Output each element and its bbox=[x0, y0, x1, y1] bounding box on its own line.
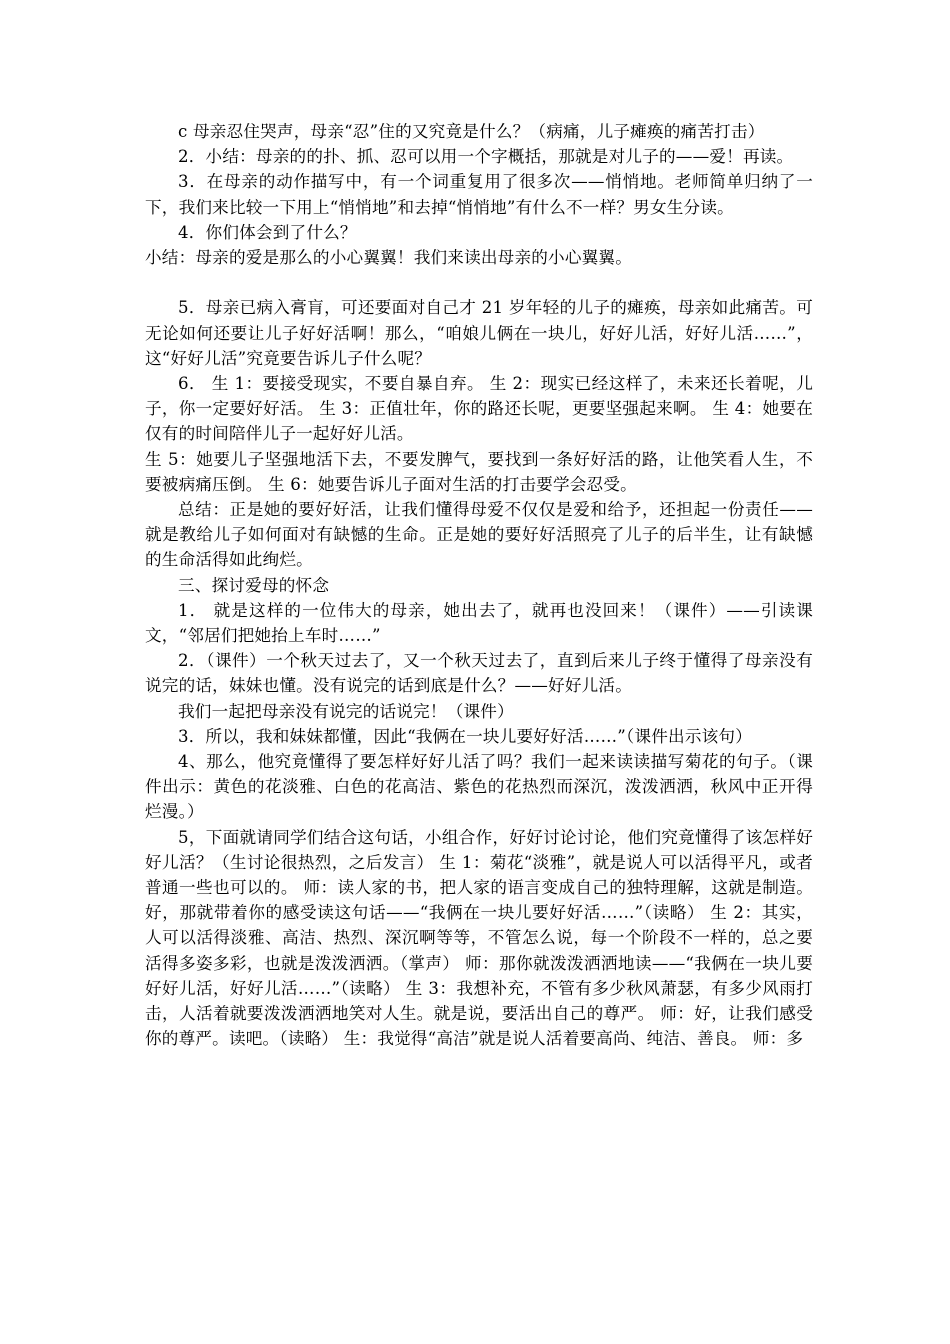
paragraph-student-answers-1: 6． 生 1：要接受现实，不要自暴自弃。 生 2：现实已经这样了，未来还长着呢，儿子，你一定要好好活。 生 3：正值壮年，你的路还长呢，更要坚强起来啊。 生 4：她要在仅有的时间陪伴儿子一起好好儿活。 bbox=[145, 374, 813, 444]
paragraph-finish-words: 我们一起把母亲没有说完的话说完！（课件） bbox=[178, 701, 514, 721]
paragraph-summary-love: 2．小结：母亲的的扑、抓、忍可以用一个字概括，那就是对儿子的——爱！再读。 bbox=[178, 147, 794, 167]
paragraph-we-understand: 3．所以，我和妹妹都懂，因此“我俩在一块儿要好好活……”（课件出示该句） bbox=[178, 726, 753, 746]
paragraph-quietly: 3．在母亲的动作描写中，有一个词重复用了很多次——悄悄地。老师简单归纳了一下，我们来比较一下用上“悄悄地”和去掉“悄悄地”有什么不一样？男女生分读。 bbox=[145, 172, 813, 217]
paragraph-great-mother: 1． 就是这样的一位伟大的母亲，她出去了，就再也没回来！（课件）——引读课文，“邻居们把她抬上车时……” bbox=[145, 600, 813, 646]
paragraph-live-well: 5．母亲已病入膏肓，可还要面对自己才 21 岁年轻的儿子的瘫痪，母亲如此痛苦。可无论如何还要让儿子好好活啊！那么，“咱娘儿俩在一块儿，好好儿活，好好儿活……”，这“好好儿活”究竟要告诉儿子什么呢？ bbox=[145, 298, 813, 368]
blank-line bbox=[145, 270, 813, 295]
paragraph-student-answers-2: 生 5：她要儿子坚强地活下去，不要发脾气，要找到一条好好活的路，让他笑看人生，不要被病痛压倒。 生 6：她要告诉儿子面对生活的打击要学会忍受。 bbox=[145, 449, 813, 494]
paragraph-autumn: 2．（课件）一个秋天过去了，又一个秋天过去了，直到后来儿子终于懂得了母亲没有说完的话，妹妹也懂。没有说完的话到底是什么？——好好儿活。 bbox=[145, 651, 813, 696]
document-body bbox=[145, 119, 813, 1052]
section-heading-three: 三、探讨爱母的怀念 bbox=[178, 575, 330, 595]
paragraph-mother-endures: c 母亲忍住哭声，母亲“忍”住的又究竟是什么？（病痛，儿子瘫痪的痛苦打击） bbox=[178, 122, 765, 141]
paragraph-summary-careful: 小结：母亲的爱是那么的小心翼翼！我们来读出母亲的小心翼翼。 bbox=[145, 248, 633, 268]
paragraph-question-feel: 4．你们体会到了什么？ bbox=[178, 222, 357, 242]
paragraph-chrysanthemum: 4、那么，他究竟懂得了要怎样好好儿活了吗？我们一起来读读描写菊花的句子。（课件出示：黄色的花淡雅、白色的花高洁、紫色的花热烈而深沉，泼泼洒洒，秋风中正开得烂漫。） bbox=[145, 752, 813, 822]
paragraph-conclusion: 总结：正是她的要好好活，让我们懂得母爱不仅仅是爱和给予，还担起一份责任——就是教给儿子如何面对有缺憾的生命。正是她的要好好活照亮了儿子的后半生，让有缺憾的生命活得如此绚烂。 bbox=[145, 500, 813, 570]
paragraph-group-discussion: 5，下面就请同学们结合这句话，小组合作，好好讨论讨论，他们究竟懂得了该怎样好好儿活？（生讨论很热烈，之后发言） 生 1：菊花“淡雅”，就是说人可以活得平凡，或者普通一些也可以的。 师：读人家的书，把人家的语言变成自己的独特理解，这就是制造。好，那就带着你的感受读这句话——“我俩在一块儿要好好活……”（读略） 生 2：其实，人可以活得淡雅、高洁、热烈、深沉啊等等，不管怎么说，每一个阶段不一样的，总之要活得多姿多彩，也就是泼泼洒洒。（掌声） 师：那你就泼泼洒洒地读——“我俩在一块儿要好好儿活，好好儿活……”（读略） 生 3：我想补充，不管有多少秋风萧瑟，有多少风雨打击，人活着就要泼泼洒洒地笑对人生。就是说，要活出自己的尊严。 师：好，让我们感受你的尊严。读吧。（读略） 生：我觉得“高洁”就是说人活着要高尚、纯洁、善良。 师：多 bbox=[145, 827, 813, 1049]
